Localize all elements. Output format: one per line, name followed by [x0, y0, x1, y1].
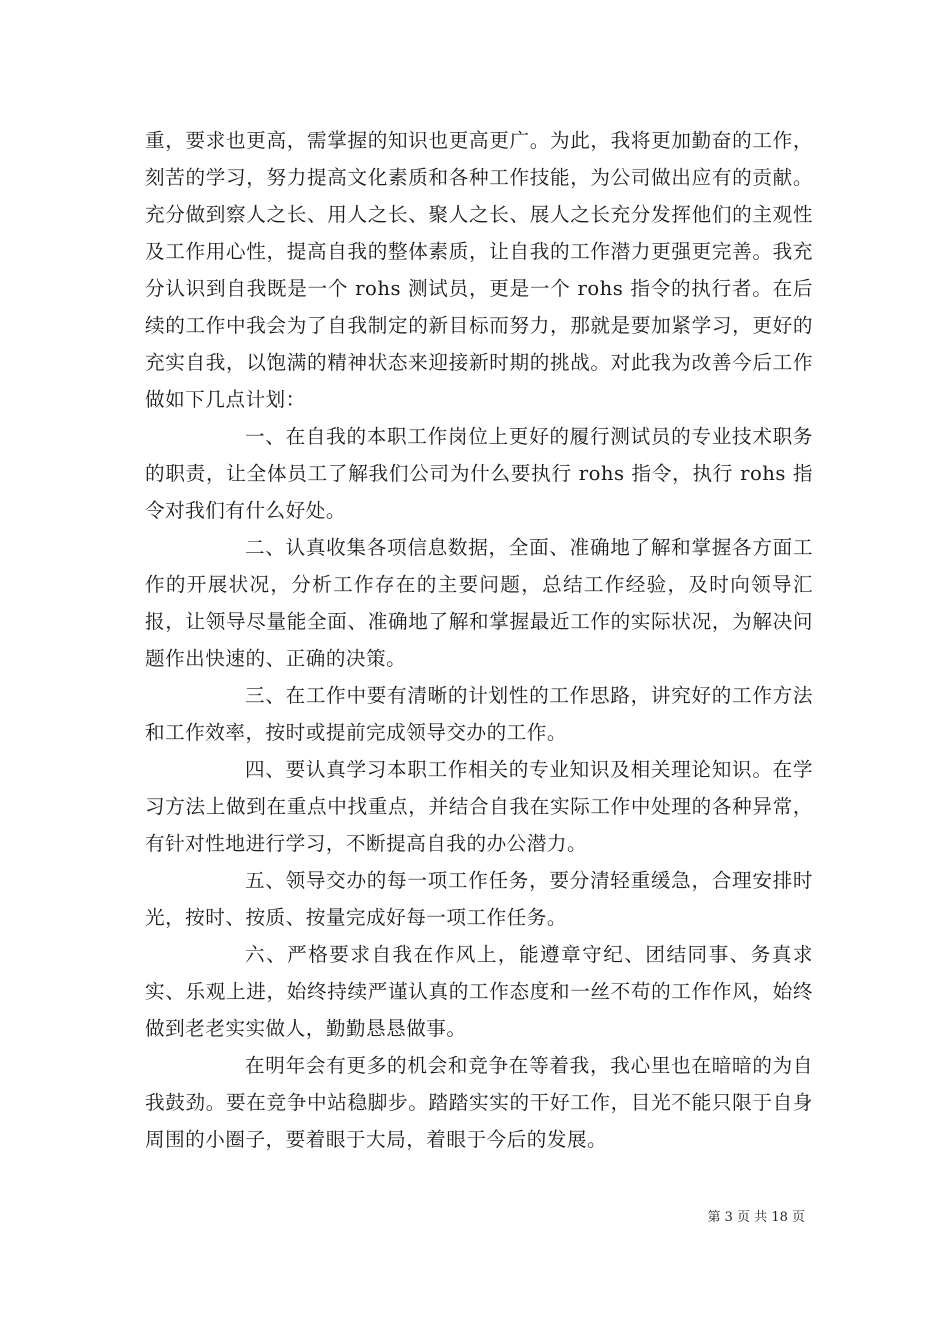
- page-number: 第 3 页 共 18 页: [707, 1210, 805, 1225]
- paragraph-plan-6: 六、严格要求自我在作风上，能遵章守纪、团结同事、务真求实、乐观上进，始终持续严谨认真的工作态度和一丝不苟的工作作风，始终做到老老实实做人，勤勤恳恳做事。: [145, 943, 813, 1040]
- paragraph-plan-5: 五、领导交办的每一项工作任务，要分清轻重缓急，合理安排时光，按时、按质、按量完成好每一项工作任务。: [145, 869, 813, 929]
- paragraph-plan-2: 二、认真收集各项信息数据，全面、准确地了解和掌握各方面工作的开展状况，分析工作存在的主要问题，总结工作经验，及时向领导汇报，让领导尽量能全面、准确地了解和掌握最近工作的实际状况，为解决问题作出快速的、正确的决策。: [145, 536, 813, 670]
- paragraph-closing: 在明年会有更多的机会和竞争在等着我，我心里也在暗暗的为自我鼓劲。要在竞争中站稳脚步。踏踏实实的干好工作，目光不能只限于自身周围的小圈子，要着眼于大局，着眼于今后的发展。: [145, 1054, 813, 1151]
- paragraph-intro: 重，要求也更高，需掌握的知识也更高更广。为此，我将更加勤奋的工作，刻苦的学习，努力提高文化素质和各种工作技能，为公司做出应有的贡献。充分做到察人之长、用人之长、聚人之长、展人之长充分发挥他们的主观性及工作用心性，提高自我的整体素质，让自我的工作潜力更强更完善。我充分认识到自我既是一个 rohs 测试员，更是一个 rohs 指令的执行者。在后续的工作中我会为了自我制定的新目标而努力，那就是要加紧学习，更好的充实自我，以饱满的精神状态来迎接新时期的挑战。对此我为改善今后工作做如下几点计划：: [145, 129, 813, 411]
- paragraph-plan-3: 三、在工作中要有清晰的计划性的工作思路，讲究好的工作方法和工作效率，按时或提前完成领导交办的工作。: [145, 684, 813, 744]
- paragraph-plan-4: 四、要认真学习本职工作相关的专业知识及相关理论知识。在学习方法上做到在重点中找重点，并结合自我在实际工作中处理的各种异常，有针对性地进行学习，不断提高自我的办公潜力。: [145, 758, 813, 855]
- body-text: [145, 122, 813, 1158]
- paragraph-plan-1: 一、在自我的本职工作岗位上更好的履行测试员的专业技术职务的职责，让全体员工了解我们公司为什么要执行 rohs 指令，执行 rohs 指令对我们有什么好处。: [145, 425, 813, 522]
